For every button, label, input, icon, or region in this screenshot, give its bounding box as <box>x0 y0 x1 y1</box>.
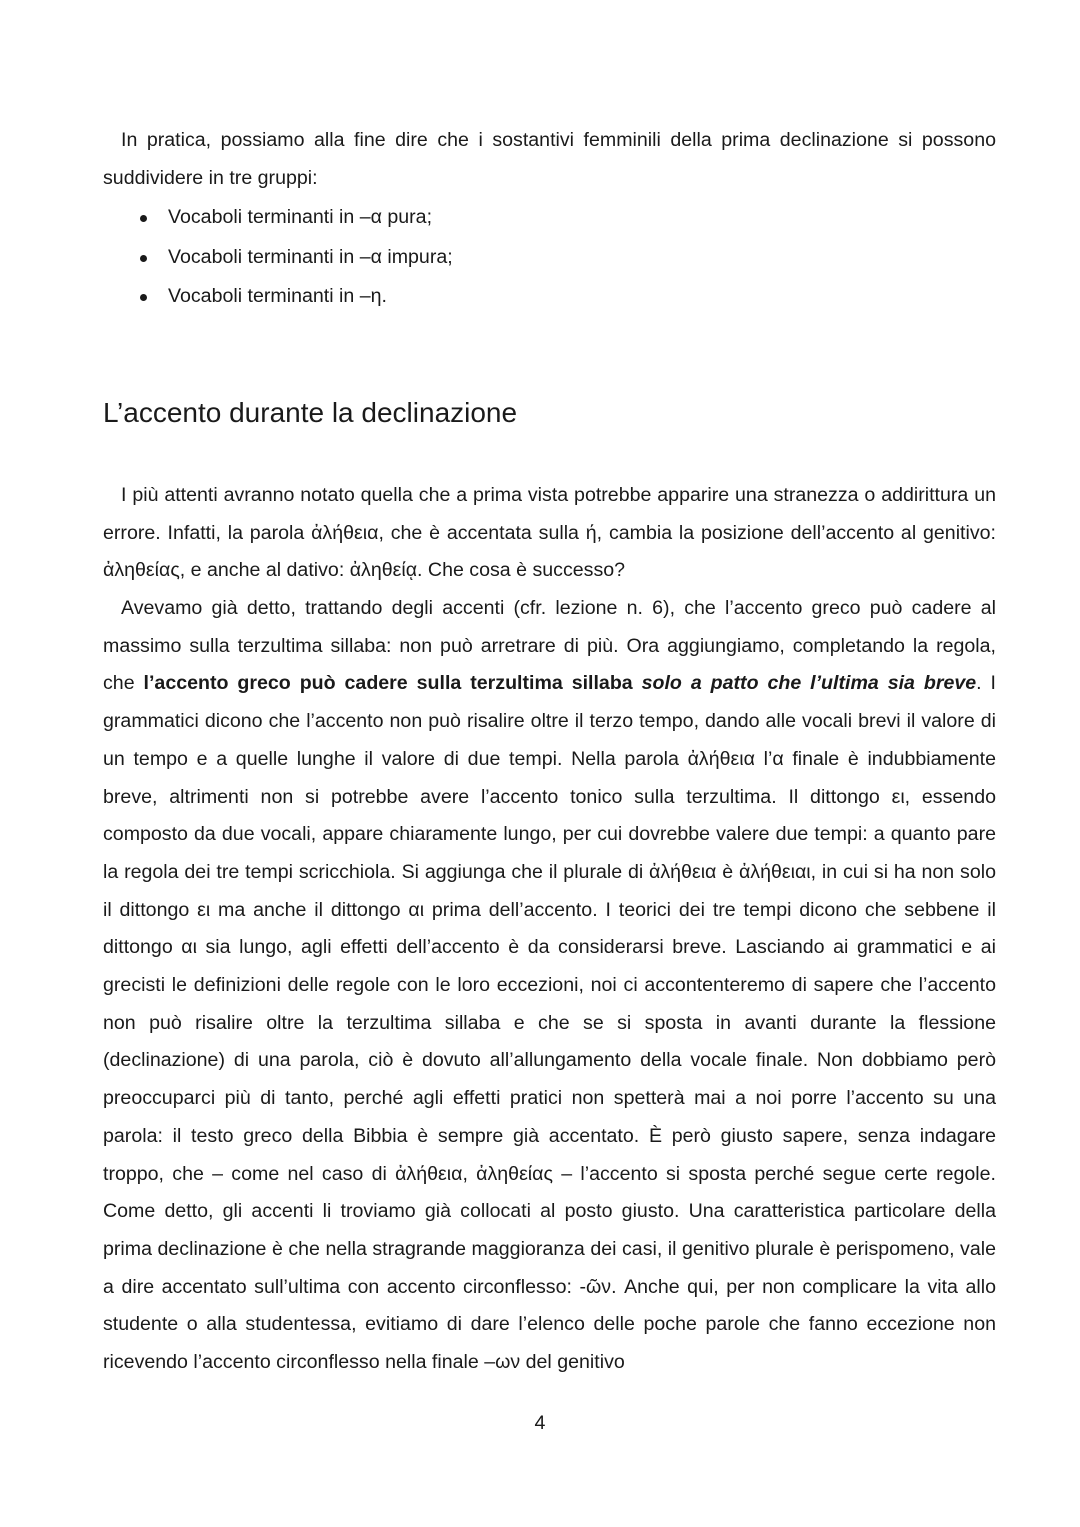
list-item-text: Vocaboli terminanti in –α impura; <box>168 245 453 268</box>
paragraph-2 <box>103 590 996 1382</box>
bullet-icon <box>140 215 147 222</box>
bullet-icon <box>140 294 147 301</box>
paragraph-2-text-start: Avevamo già detto, trattando degli accenti (cfr. lezione n. 6), che l’accento greco può cadere al massimo sulla terzultima sillaba: non può arretrare di più. Ora aggiungiamo, completando la regola, che <box>103 597 996 695</box>
section-heading: L’accento durante la declinazione <box>103 397 518 428</box>
list-item-text: Vocaboli terminanti in –α pura; <box>168 206 433 228</box>
list-item-text: Vocaboli terminanti in –η. <box>168 285 387 307</box>
list-item <box>103 198 996 238</box>
bullet-icon <box>140 255 147 262</box>
list-item <box>103 277 996 317</box>
paragraph-2-bold-italic-condition: solo a patto che l’ultima sia breve <box>641 672 977 695</box>
bullet-list <box>103 198 996 317</box>
paragraph-2-text-end: . I grammatici dicono che l’accento non può risalire oltre il terzo tempo, dando alle vocali brevi il valore di un tempo e a quelle lunghe il valore di due tempi. Nella parola ἀλήθεια l’α finale è indubbiamente breve, altrimenti non si potrebbe avere l’accento tonico sulla terzultima. Il dittongo ει, essendo composto da due vocali, appare chiaramente lungo, per cui dovrebbe valere due tempi: a quanto pare la regola dei tre tempi scricchiola. Si aggiunga che il plurale di ἀλήθεια è ἀλήθειαι, in cui si ha non solo il dittongo ει ma anche il dittongo αι prima dell’accento. I teorici dei tre tempi dicono che sebbene il dittongo αι sia lungo, agli effetti dell’accento è da considerarsi breve. Lasciando ai grammatici e ai grecisti le definizioni delle regole con le loro eccezioni, noi ci accontenteremo di sapere che l’accento non può risalire oltre la terzultima sillaba e che se si sposta in avanti durante la flessione (declinazione) di una parola, ciò è dovuto all’allungamento della vocale finale. Non dobbiamo però preoccuparci più di tanto, perché agli effetti pratici non spetterà mai a noi porre l’accento su una parola: il testo greco della Bibbia è sempre già accentato. È però giusto sapere, senza indagare troppo, che – come nel caso di ἀλήθεια, ἀληθείας – l’accento si sposta perché segue certe regole. Come detto, gli accenti li troviamo già collocati al posto giusto. Una caratteristica particolare della prima declinazione è che nella stragrande maggioranza dei casi, il genitivo plurale è perispomeno, vale a dire accentato sull’ultima con accento circonflesso: -ῶν. Anche qui, per non complicare la vita allo studente o alla studentessa, evitiamo di dare l’elenco delle poche parole che fanno eccezione non ricevendo l’accento circonflesso nella finale –ων del genitivo <box>103 672 996 1374</box>
list-item <box>103 238 996 278</box>
page-number: 4 <box>534 1412 546 1434</box>
paragraph-1: I più attenti avranno notato quella che a prima vista potrebbe apparire una stranezza o addirittura un errore. Infatti, la parola ἀλήθεια, che è accentata sulla ή, cambia la posizione dell’accento al genitivo: ἀληθείας, e anche al dativo: ἀληθείᾳ. Che cosa è successo? <box>103 484 996 582</box>
intro-paragraph: In pratica, possiamo alla fine dire che i sostantivi femminili della prima declinazione si possono suddividere in tre gruppi: <box>103 129 996 189</box>
paragraph-2-bold-rule: l’accento greco può cadere sulla terzultima sillaba <box>143 672 642 695</box>
